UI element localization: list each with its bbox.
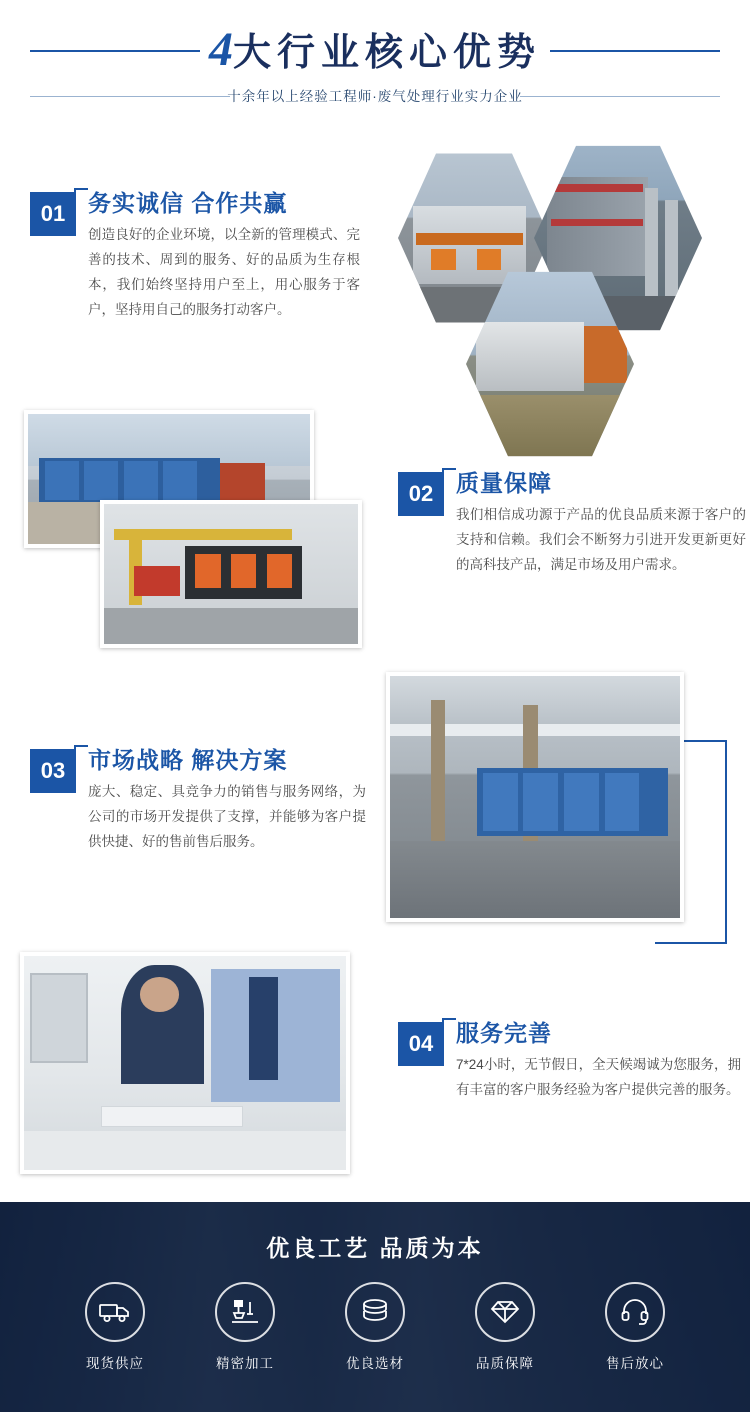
feature-body-04: 7*24小时，无节假日，全天候竭诚为您服务，拥有丰富的客户服务经验为客户提供完善的服务。 [456, 1057, 741, 1097]
truck-icon [85, 1282, 145, 1342]
machine-icon [215, 1282, 275, 1342]
photo-sec4 [20, 952, 350, 1174]
feature-body-02: 我们相信成功源于产品的优良品质来源于客户的支持和信赖。我们会不断努力引进开发更新更好的高科技产品，满足市场及用户需求。 [456, 507, 746, 572]
feature-body-01: 创造良好的企业环境，以全新的管理模式、完善的技术、周到的服务、好的品质为生存根本，我们始终坚持用户至上，用心服务于客户，坚持用自己的服务打动客户。 [88, 227, 360, 317]
title-bracket-02 [442, 468, 456, 498]
footer-item-label: 现货供应 [86, 1356, 144, 1371]
photo-sec2-bottom-image [104, 504, 358, 644]
footer-item-label: 精密加工 [216, 1356, 274, 1371]
photo-sec3-image [390, 676, 680, 918]
page-title [0, 23, 750, 77]
footer-item-quality[interactable] [459, 1282, 551, 1372]
footer-item-label: 优良选材 [346, 1356, 404, 1371]
footer-item-material[interactable] [329, 1282, 421, 1372]
footer-item-machining[interactable] [199, 1282, 291, 1372]
layers-icon [345, 1282, 405, 1342]
photo-sec4-image [24, 956, 346, 1170]
feature-title-02: 质量保障 [456, 470, 552, 496]
feature-body-03: 庞大、稳定、具竞争力的销售与服务网络，为公司的市场开发提供了支撑，并能够为客户提供快捷、好的售前售后服务。 [88, 784, 366, 849]
title-bracket-01 [74, 188, 88, 218]
feature-title-01: 务实诚信 合作共赢 [88, 190, 288, 216]
header-big-number: 4 [208, 23, 233, 76]
diamond-icon [475, 1282, 535, 1342]
feature-number-02: 02 [398, 472, 444, 516]
feature-title-04: 服务完善 [456, 1020, 552, 1046]
feature-title-03: 市场战略 解决方案 [88, 747, 288, 773]
title-bracket-03 [74, 745, 88, 775]
footer-item-label: 售后放心 [606, 1356, 664, 1371]
title-bracket-04 [442, 1018, 456, 1048]
feature-number-01: 01 [30, 192, 76, 236]
page-footer [0, 1202, 750, 1412]
footer-feature-list [0, 1282, 750, 1372]
footer-item-supply[interactable] [69, 1282, 161, 1372]
footer-item-aftersales[interactable] [589, 1282, 681, 1372]
feature-number-03: 03 [30, 749, 76, 793]
photo-sec3 [386, 672, 684, 922]
footer-item-label: 品质保障 [476, 1356, 534, 1371]
footer-title: 优良工艺 品质为本 [266, 1235, 484, 1261]
header-subtitle: 十余年以上经验工程师·废气处理行业实力企业 [227, 89, 523, 104]
header-title-rest: 大行业核心优势 [232, 32, 541, 74]
feature-number-04: 04 [398, 1022, 444, 1066]
headset-icon [605, 1282, 665, 1342]
photo-sec2-bottom [100, 500, 362, 648]
page-header [0, 0, 750, 118]
